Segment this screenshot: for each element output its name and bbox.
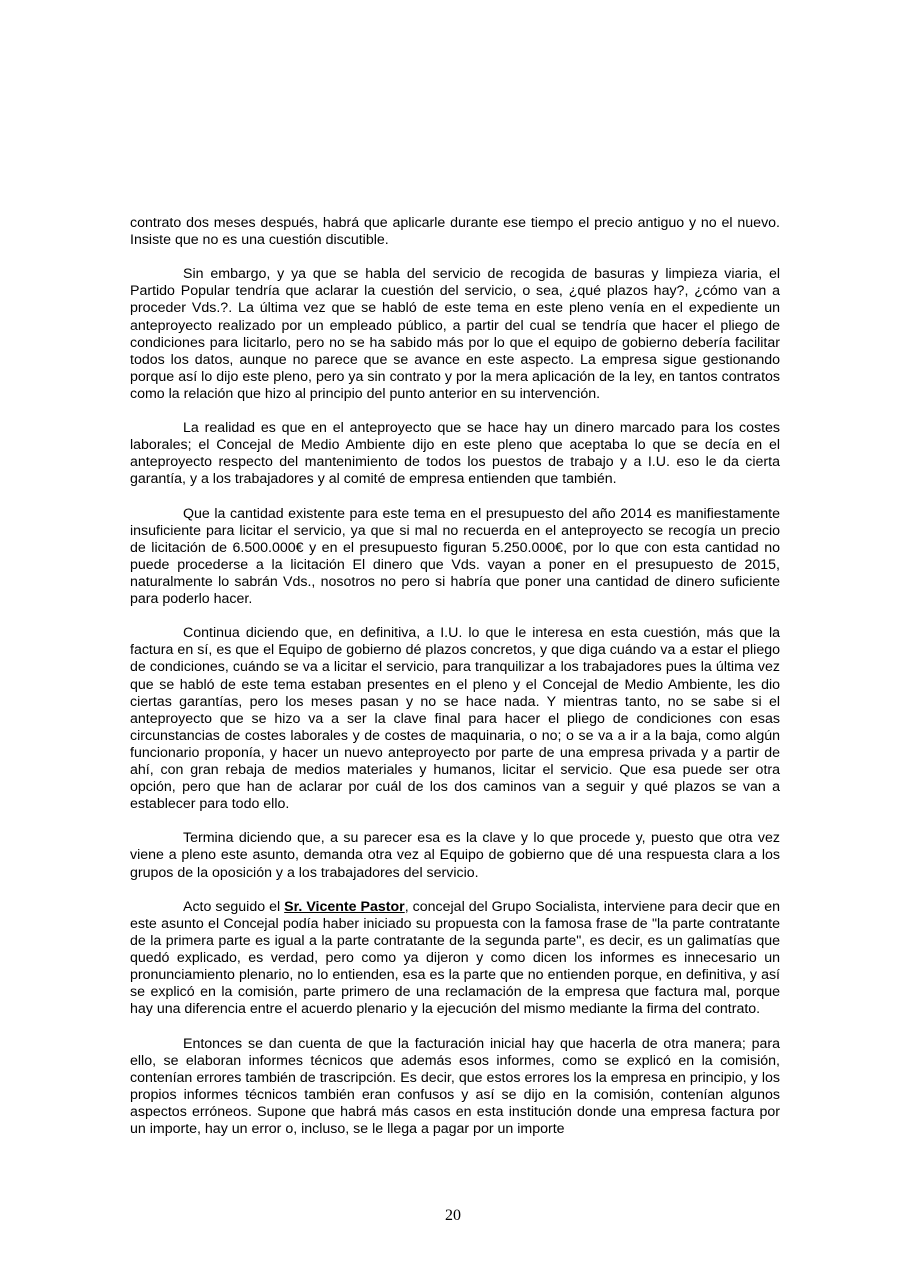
paragraph-last: Entonces se dan cuenta de que la facturación inicial hay que hacerla de otra manera; para ello, se elaboran informes técnicos que además esos informes, como se explicó en la comisión, contenían errores también de trascripción. Es decir, que estos errores los la empresa en principio, y los propios informes técnicos también eran confusos y así se dijo en la comisión, contenían algunos aspectos erróneos. Supone que habrá más casos en esta institución donde una empresa factura por un importe, hay un error o, incluso, se le llega a pagar por un importe (130, 1035, 780, 1137)
paragraph: Sin embargo, y ya que se habla del servicio de recogida de basuras y limpieza viaria, el Partido Popular tendría que aclarar la cuestión del servicio, o sea, ¿qué plazos hay?, ¿cómo van a proceder Vds.?. La última vez que se habló de este tema en este pleno venía en el expediente un anteproyecto realizado por un empleado público, a partir del cual se tendría que hacer el pliego de condiciones para licitarlo, pero no se ha sabido más por lo que el equipo de gobierno debería facilitar todos los datos, aunque no parece que se avance en este aspecto. La empresa sigue gestionando porque así lo dijo este pleno, pero ya sin contrato y por la mera aplicación de la ley, en tantos contratos como la relación que hizo al principio del punto anterior en su intervención. (130, 266, 780, 402)
paragraph: Que la cantidad existente para este tema en el presupuesto del año 2014 es manifiestamente insuficiente para licitar el servicio, ya que si mal no recuerda en el anteproyecto se recogía un precio de licitación de 6.500.000€ y en el presupuesto figuran 5.250.000€, por lo que con esta cantidad no puede procederse a la licitación El dinero que Vds. vayan a poner en el presupuesto de 2015, naturalmente lo sabrán Vds., nosotros no pero si habría que poner una cantidad de dinero suficiente para poderlo hacer. (130, 505, 780, 608)
speaker-text: , concejal del Grupo Socialista, interviene para decir que en este asunto el Concejal podía haber iniciado su propuesta con la famosa frase de "la parte contratante de la primera parte es igual a la parte contratante de la segunda parte", es decir, es un galimatías que quedó explicado, es verdad, pero como ya dijeron y como dicen los informes es innecesario un pronunciamiento plenario, no lo entienden, esa es la parte que no entienden porque, en definitiva, y así se explicó en la comisión, parte primero de una reclamación de la empresa que factura mal, porque hay una diferencia entre el acuerdo plenario y la ejecución del mismo mediante la firma del contrato. (130, 898, 780, 1018)
paragraph: La realidad es que en el anteproyecto que se hace hay un dinero marcado para los costes laborales; el Concejal de Medio Ambiente dijo en este pleno que aceptaba lo que se decía en el anteproyecto respecto del mantenimiento de todos los puestos de trabajo y a I.U. eso le da cierta garantía, y a los trabajadores y al comité de empresa entienden que también. (130, 420, 780, 488)
paragraph: Continua diciendo que, en definitiva, a I.U. lo que le interesa en esta cuestión, más que la factura en sí, es que el Equipo de gobierno dé plazos concretos, y que diga cuándo va a estar el pliego de condiciones, cuándo se va a licitar el servicio, para tranquilizar a los trabajadores pues la última vez que se habló de este tema estaban presentes en el pleno y el Concejal de Medio Ambiente, les dio ciertas garantías, pero los meses pasan y no se hace nada. Y mientras tanto, no se sabe si el anteproyecto que se hizo va a ser la clave final para hacer el pliego de condiciones con esas circunstancias de costes laborales y de costes de maquinaria, o no; o se va a ir a la baja, como algún funcionario proponía, y hacer un nuevo anteproyecto por parte de una empresa privada y a partir de ahí, con gran rebaja de medios materiales y humanos, licitar el servicio. Que esa puede ser otra opción, pero que han de aclarar por cuál de los dos caminos van a seguir y qué plazos se van a establecer para todo ello. (130, 625, 780, 813)
paragraph: Termina diciendo que, a su parecer esa es la clave y lo que procede y, puesto que otra vez viene a pleno este asunto, demanda otra vez al Equipo de gobierno que dé una respuesta clara a los grupos de la oposición y a los trabajadores del servicio. (130, 830, 780, 881)
document-body (130, 215, 780, 1155)
speaker-paragraph (130, 899, 780, 1019)
page-number: 20 (445, 1207, 461, 1224)
paragraph-continuation: contrato dos meses después, habrá que aplicarle durante ese tiempo el precio antiguo y no el nuevo. Insiste que no es una cuestión discutible. (130, 215, 780, 249)
speaker-name: Sr. Vicente Pastor (284, 898, 405, 915)
speaker-intro: Acto seguido el (183, 898, 285, 915)
